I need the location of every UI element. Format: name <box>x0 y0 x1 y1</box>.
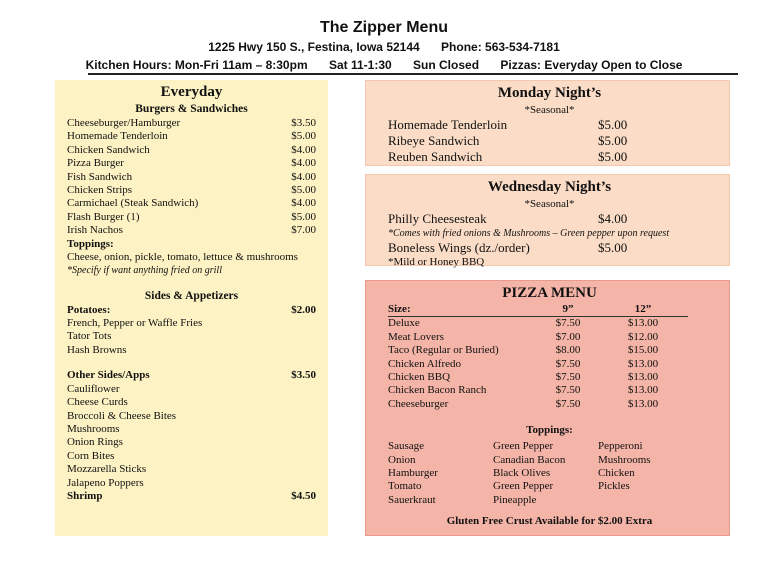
menu-item <box>67 197 316 210</box>
item-price: $4.00 <box>291 170 316 183</box>
list-item <box>67 477 316 490</box>
list-item <box>67 423 316 436</box>
burger-toppings-note: *Specify if want anything fried on grill <box>67 264 222 276</box>
header-divider <box>88 73 738 75</box>
menu-item <box>67 211 316 224</box>
item-name: Hash Browns <box>67 343 127 356</box>
burger-list <box>67 117 316 238</box>
pizza-row <box>388 344 711 357</box>
item-name: Ribeye Sandwich <box>388 133 480 148</box>
list-item <box>67 436 316 449</box>
potatoes-price: $2.00 <box>291 303 316 316</box>
menu-item <box>67 224 316 237</box>
list-item <box>67 330 316 343</box>
topping-item: Pineapple <box>493 493 537 506</box>
pizza-name: Taco (Regular or Buried) <box>388 344 499 357</box>
topping-item: Tomato <box>388 480 422 493</box>
menu-item <box>388 240 711 256</box>
item-price: $5.00 <box>291 210 316 223</box>
item-name: Irish Nachos <box>67 224 123 237</box>
item-name: Philly Cheesesteak <box>388 211 487 226</box>
other-sides-header <box>67 369 316 382</box>
wings-note: *Mild or Honey BBQ <box>388 256 485 268</box>
item-name: Reuben Sandwich <box>388 149 483 164</box>
pizza-name: Deluxe <box>388 317 420 330</box>
pizza-name: Cheeseburger <box>388 397 449 410</box>
pizza-name: Chicken BBQ <box>388 371 451 384</box>
pizza-title: PIZZA MENU <box>502 285 597 301</box>
shrimp-price: $4.50 <box>291 489 316 502</box>
wednesday-panel <box>365 174 730 266</box>
topping-item: Green Pepper <box>493 440 554 453</box>
pizza-hours-text: Pizzas: Everyday Open to Close <box>500 58 683 72</box>
menu-item <box>67 144 316 157</box>
pizza-row <box>388 358 711 371</box>
item-price: $5.00 <box>598 117 628 132</box>
item-name: Pizza Burger <box>67 157 124 170</box>
item-price: $4.00 <box>291 157 316 170</box>
price-12: $13.00 <box>627 357 659 370</box>
shrimp-row <box>67 490 316 503</box>
menu-item <box>67 130 316 143</box>
item-price: $3.50 <box>291 117 316 129</box>
philly-note: *Comes with fried onions & Mushrooms – Green pepper upon request <box>388 228 670 239</box>
pizza-row <box>388 371 711 384</box>
pizza-row <box>388 331 711 344</box>
item-name: Boneless Wings (dz./order) <box>388 240 530 255</box>
pizza-toppings-grid <box>388 440 711 507</box>
price-12: $12.00 <box>627 330 659 343</box>
pizza-row <box>388 398 711 411</box>
item-name: Homemade Tenderloin <box>67 130 168 143</box>
topping-item: Pepperoni <box>598 440 643 453</box>
item-name: Carmichael (Steak Sandwich) <box>67 197 199 210</box>
price-9: $7.50 <box>555 357 581 370</box>
price-12: $13.00 <box>627 397 659 410</box>
item-name: Fish Sandwich <box>67 170 133 183</box>
price-9: $7.50 <box>555 317 581 330</box>
menu-item <box>67 157 316 170</box>
list-item <box>67 344 316 357</box>
gluten-free-note: Gluten Free Crust Available for $2.00 Extra <box>446 515 653 528</box>
item-name: Cheeseburger/Hamburger <box>67 117 181 129</box>
price-9: $7.50 <box>555 371 581 384</box>
item-name: Mushrooms <box>67 422 120 435</box>
topping-item: Mushrooms <box>598 453 651 466</box>
topping-item: Sauerkraut <box>388 493 436 506</box>
toppings-column <box>598 440 703 507</box>
menu-item <box>388 133 711 149</box>
menu-item <box>67 117 316 130</box>
item-name: Chicken Strips <box>67 184 133 197</box>
phone-text: Phone: 563-534-7181 <box>441 40 560 54</box>
item-name: Cheese Curds <box>67 396 128 409</box>
list-item <box>67 450 316 463</box>
sunday-hours-text: Sun Closed <box>413 58 480 72</box>
pizza-name: Chicken Alfredo <box>388 357 462 370</box>
item-name: Onion Rings <box>67 436 123 449</box>
item-price: $7.00 <box>291 224 316 237</box>
menu-title: The Zipper Menu <box>320 19 448 36</box>
size-12-label: 12” <box>634 303 652 315</box>
item-name: Flash Burger (1) <box>67 210 140 223</box>
item-name: Mozzarella Sticks <box>67 463 147 476</box>
other-sides-price: $3.50 <box>291 369 316 382</box>
pizza-row <box>388 384 711 397</box>
item-price: $4.00 <box>291 197 316 210</box>
item-name: Tator Tots <box>67 330 112 343</box>
pizza-panel <box>365 280 730 536</box>
item-price: $4.00 <box>291 143 316 156</box>
item-name: French, Pepper or Waffle Fries <box>67 317 203 330</box>
saturday-hours-text: Sat 11-1:30 <box>328 58 392 72</box>
wednesday-seasonal-note: *Seasonal* <box>524 198 575 210</box>
list-item <box>67 396 316 409</box>
item-name: Broccoli & Cheese Bites <box>67 409 177 422</box>
monday-panel <box>365 80 730 166</box>
menu-item <box>388 149 711 165</box>
pizza-name: Meat Lovers <box>388 330 444 343</box>
price-9: $7.00 <box>555 330 581 343</box>
price-12: $13.00 <box>627 371 659 384</box>
pizza-name: Chicken Bacon Ranch <box>388 384 487 397</box>
potatoes-label: Potatoes: <box>67 303 111 316</box>
item-price: $5.00 <box>291 130 316 143</box>
potatoes-header <box>67 304 316 317</box>
menu-item <box>67 171 316 184</box>
pizza-toppings-title: Toppings: <box>526 424 573 437</box>
burger-toppings-text: Cheese, onion, pickle, tomato, lettuce & mushrooms <box>67 250 298 263</box>
pizza-row <box>388 317 711 330</box>
item-price: $5.00 <box>598 133 628 148</box>
item-name: Cauliflower <box>67 382 120 395</box>
address-text: 1225 Hwy 150 S., Festina, Iowa 52144 <box>208 40 420 54</box>
price-12: $13.00 <box>627 317 659 330</box>
topping-item: Canadian Bacon <box>493 453 566 466</box>
burgers-section-title: Burgers & Sandwiches <box>135 103 248 115</box>
price-9: $7.50 <box>555 397 581 410</box>
menu-item <box>67 184 316 197</box>
contact-line <box>0 38 768 56</box>
topping-item: Black Olives <box>493 467 551 480</box>
item-name: Corn Bites <box>67 449 115 462</box>
item-price: $4.00 <box>598 211 628 226</box>
topping-item: Hamburger <box>388 467 438 480</box>
everyday-title: Everyday <box>160 84 223 100</box>
topping-item: Pickles <box>598 480 630 493</box>
price-12: $13.00 <box>627 384 659 397</box>
item-price: $5.00 <box>598 240 628 255</box>
topping-item: Chicken <box>598 467 635 480</box>
item-name: Homemade Tenderloin <box>388 117 508 132</box>
menu-item <box>388 117 711 133</box>
other-sides-label: Other Sides/Apps <box>67 369 150 382</box>
burger-toppings-label: Toppings: <box>67 237 114 250</box>
wednesday-title: Wednesday Night’s <box>487 179 612 195</box>
price-12: $15.00 <box>627 344 659 357</box>
hours-line <box>0 56 768 74</box>
shrimp-label: Shrimp <box>67 489 103 502</box>
item-price: $5.00 <box>291 184 316 197</box>
sides-section-title: Sides & Appetizers <box>144 289 239 302</box>
item-name: Chicken Sandwich <box>67 143 150 156</box>
everyday-panel <box>55 80 328 536</box>
list-item <box>67 383 316 396</box>
size-label: Size: <box>388 303 411 315</box>
item-name: Jalapeno Poppers <box>67 476 144 489</box>
toppings-column <box>493 440 598 507</box>
menu-header <box>0 18 768 74</box>
kitchen-hours-text: Kitchen Hours: Mon-Fri 11am – 8:30pm <box>85 58 308 72</box>
topping-item: Sausage <box>388 440 425 453</box>
price-9: $8.00 <box>555 344 581 357</box>
menu-item <box>388 211 711 227</box>
toppings-column <box>388 440 493 507</box>
price-9: $7.50 <box>555 384 581 397</box>
list-item <box>67 463 316 476</box>
size-9-label: 9” <box>562 303 574 315</box>
item-price: $5.00 <box>598 149 628 164</box>
monday-title: Monday Night’s <box>497 85 602 101</box>
topping-item: Green Pepper <box>493 480 554 493</box>
pizza-size-header <box>388 303 688 317</box>
list-item <box>67 317 316 330</box>
topping-item: Onion <box>388 453 416 466</box>
monday-seasonal-note: *Seasonal* <box>524 104 575 116</box>
list-item <box>67 410 316 423</box>
